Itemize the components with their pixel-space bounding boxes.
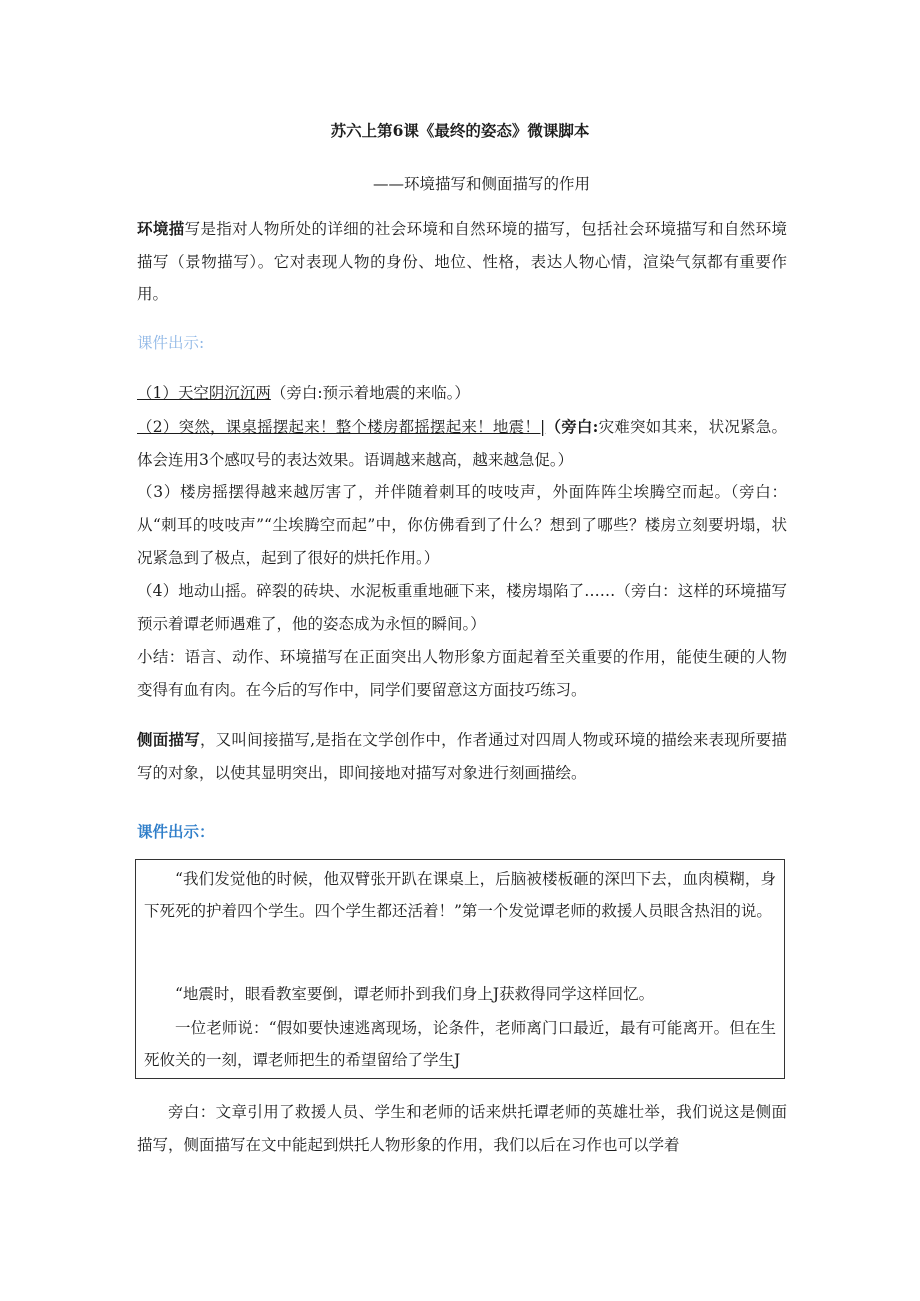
quote-paragraph-2: “地震时，眼看教室要倒，谭老师扑到我们身上J获救得同学这样回忆。 <box>175 985 655 1003</box>
quote-paragraph-3: 一位老师说：“假如要快速逃离现场，论条件，老师离门口最近，最有可能离开。但在生死攸关的一刻，谭老师把生的希望留给了学生J <box>144 1019 776 1069</box>
example-2-label: （旁白: <box>545 417 599 436</box>
env-description <box>137 213 787 311</box>
env-term: 环境描 <box>137 219 185 238</box>
example-1-aside: （旁白:预示着地震的来临。） <box>270 384 470 402</box>
example-1 <box>137 377 787 410</box>
env-text: 写是指对人物所处的详细的社会环境和自然环境的描写，包括社会环境描写和自然环境描写（景物描写）。它对表现人物的身份、地位、性格，表达人物心情，渲染气氛都有重要作用。 <box>137 220 787 303</box>
narration: 旁白：文章引用了救援人员、学生和老师的话来烘托谭老师的英雄壮举，我们说这是侧面描写，侧面描写在文中能起到烘托人物形象的作用，我们以后在习作也可以学着 <box>137 1103 787 1154</box>
page-title: 苏六上第6课《最终的姿态》微课脚本 <box>330 121 590 140</box>
example-4: （4）地动山摇。碎裂的砖块、水泥板重重地砸下来，楼房塌陷了……（旁白：这样的环境描写预示着谭老师遇难了，他的姿态成为永恒的瞬间。） <box>137 582 787 633</box>
summary: 小结：语言、动作、环境描写在正面突出人物形象方面起着至关重要的作用，能使生硬的人物变得有血有肉。在今后的写作中，同学们要留意这方面技巧练习。 <box>137 648 787 699</box>
example-2 <box>137 410 787 477</box>
example-2-main: （2）突然，课桌摇摆起来！整个楼房都摇摆起来！地震！| <box>137 418 546 436</box>
side-description <box>137 724 787 789</box>
page-subtitle: ——环境描写和侧面描写的作用 <box>373 175 591 193</box>
example-3: （3）楼房摇摆得越来越厉害了，并伴随着刺耳的吱吱声，外面阵阵尘埃腾空而起。（旁白：从“刺耳的吱吱声”“尘埃腾空而起”中，你仿佛看到了什么？想到了哪些？楼房立刻要坍塌，状况紧急到了极点，起到了很好的烘托作用。） <box>137 483 787 567</box>
quote-paragraph-1: “我们发觉他的时候，他双臂张开趴在课桌上，后脑被楼板砸的深凹下去，血肉模糊，身下死死的护着四个学生。四个学生都还活着！”第一个发觉谭老师的救援人员眼含热泪的说。 <box>144 870 776 920</box>
courseware-heading-2: 课件出示： <box>137 822 215 841</box>
side-term: 侧面描写 <box>137 730 200 749</box>
side-text: ，又叫间接描写,是指在文学创作中，作者通过对四周人物或环境的描绘来表现所要描写的对象，以使其显明突出，即间接地对描写对象进行刻画描绘。 <box>137 731 787 782</box>
quote-box <box>135 859 785 1079</box>
example-2-rest: 灾难突如其来，状况紧急。体会连用3个感叹号的表达效果。语调越来越高，越来越急促。） <box>137 418 787 469</box>
courseware-heading-1: 课件出示: <box>137 334 205 352</box>
example-1-main: （1）天空阴沉沉两 <box>137 384 271 402</box>
